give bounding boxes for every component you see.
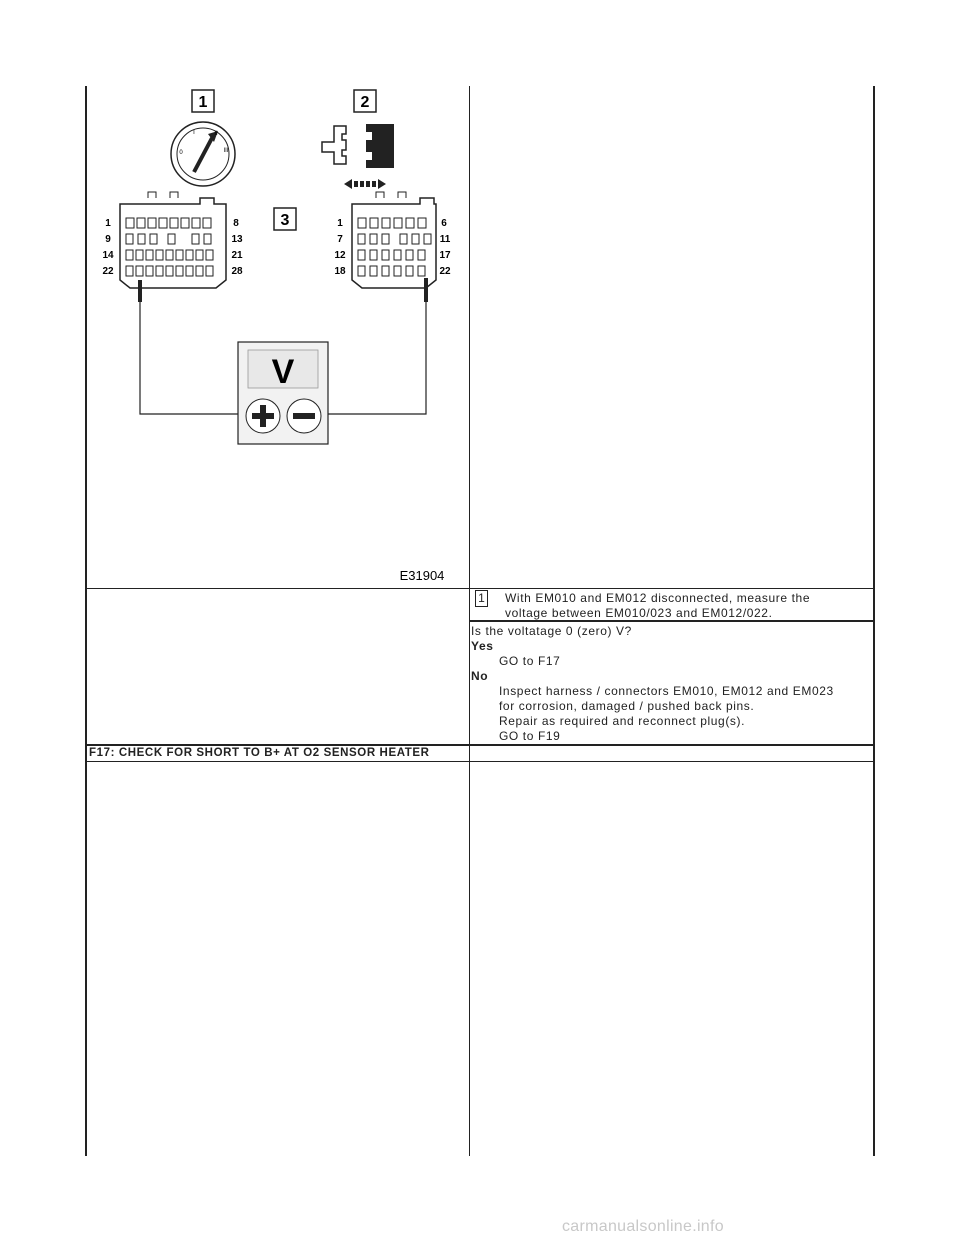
em012-pin-label-18: 18 [334, 266, 346, 277]
em010-pin-label-1: 1 [105, 218, 111, 229]
meter-label: V [271, 353, 295, 391]
answer-yes-label: Yes [471, 639, 494, 653]
em012-pin-label-12: 12 [334, 250, 346, 261]
answer-no-line-4: GO to F19 [499, 729, 561, 743]
em010-pin-label-13: 13 [231, 234, 243, 245]
step-instruction-line-1: With EM010 and EM012 disconnected, measure the [505, 591, 811, 605]
em010-pin-label-14: 14 [102, 250, 114, 261]
callout-2 [354, 90, 376, 112]
step-number-box: 1 [475, 590, 488, 607]
em012-pin-label-6: 6 [441, 218, 447, 229]
em010-pin-label-22: 22 [102, 266, 114, 277]
answer-no-line-3: Repair as required and reconnect plug(s). [499, 714, 746, 728]
callout-1-label: 1 [198, 94, 208, 111]
callout-3-label: 3 [280, 212, 290, 229]
figure-ref-id: E31904 [399, 568, 445, 583]
row-divider-section [86, 761, 874, 762]
voltmeter-icon [238, 342, 328, 444]
ignition-switch-icon [171, 122, 235, 186]
callout-1 [192, 90, 214, 112]
em010-pin-label-28: 28 [231, 266, 243, 277]
test-diagram [90, 88, 466, 586]
ignition-mark-1: I [193, 130, 195, 136]
em010-pin-label-21: 21 [231, 250, 243, 261]
disconnect-connector-icon [322, 124, 394, 189]
row-divider-figure [86, 588, 874, 589]
em010-pin-label-8: 8 [233, 218, 239, 229]
em012-pin-label-7: 7 [337, 234, 343, 245]
em012-pin-label-1: 1 [337, 218, 343, 229]
answer-no-line-1: Inspect harness / connectors EM010, EM012 and EM023 [499, 684, 834, 698]
answer-no-line-2: for corrosion, damaged / pushed back pins. [499, 699, 755, 713]
callout-3 [274, 208, 296, 230]
step-instruction-line-2: voltage between EM010/023 and EM012/022. [505, 606, 773, 620]
ignition-mark-0: 0 [179, 150, 183, 156]
connector-em010-icon [102, 192, 243, 302]
watermark-text: carmanualsonline.info [562, 1218, 724, 1235]
em012-pin-label-22: 22 [439, 266, 451, 277]
ignition-mark-2: II [214, 131, 218, 137]
left-border [85, 86, 87, 1156]
section-title: F17: CHECK FOR SHORT TO B+ AT O2 SENSOR HEATER [89, 747, 430, 759]
connector-em012-icon [334, 192, 451, 302]
em010-pin-label-9: 9 [105, 234, 111, 245]
em012-pin-label-17: 17 [439, 250, 451, 261]
question-text: Is the voltatage 0 (zero) V? [471, 624, 632, 638]
answer-yes-action: GO to F17 [499, 654, 561, 668]
ignition-mark-3: III [223, 148, 229, 154]
em012-pin-label-11: 11 [439, 234, 451, 245]
callout-2-label: 2 [360, 94, 370, 111]
answer-no-label: No [471, 669, 489, 683]
